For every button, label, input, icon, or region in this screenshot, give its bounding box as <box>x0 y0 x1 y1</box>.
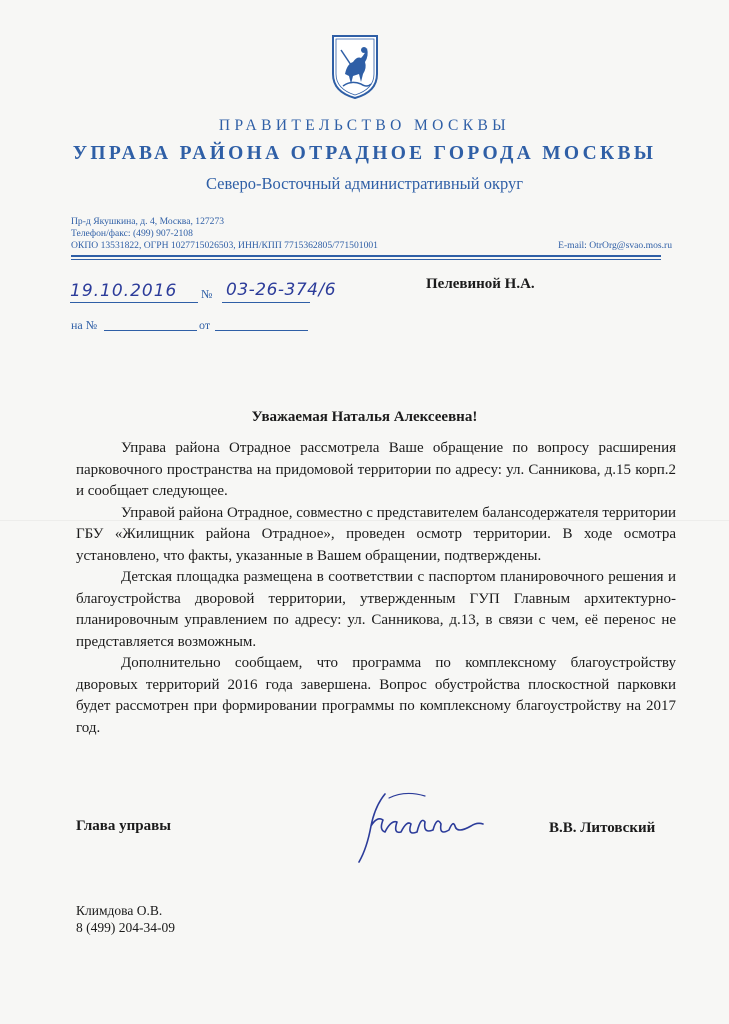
header-divider <box>71 255 661 257</box>
reply-to-date-underline <box>215 330 308 331</box>
body-paragraph: Детская площадка размещена в соответствии с паспортом планировочного решения и благоустройства дворовой территории, утвержденным ГУП Главным архитектурно-планировочным управлением по адресу: ул. Санникова, д.13, в связи с чем, её перенос не представляется возможным. <box>76 569 676 650</box>
date-underline <box>70 302 198 303</box>
registry-codes-line: ОКПО 13531822, ОГРН 1027715026503, ИНН/КПП 7715362805/771501001 <box>71 240 378 251</box>
executor-phone: 8 (499) 204-34-09 <box>76 920 175 935</box>
body-paragraph: Дополнительно сообщаем, что программа по комплексному благоустройству дворовых территорий 2016 года завершена. Вопрос обустройства плоскостной парковки будет рассмотрен при формировании программы по комплексному благоустройству на 2017 год. <box>76 655 676 736</box>
addressee: Пелевиной Н.А. <box>426 276 535 292</box>
paper-fold <box>0 520 729 521</box>
letter-body <box>76 438 676 739</box>
number-sign: № <box>201 287 213 301</box>
reply-to-number-underline <box>104 330 197 331</box>
uprava-title: УПРАВА РАЙОНА ОТРАДНОЕ ГОРОДА МОСКВЫ <box>72 143 657 164</box>
reply-to-number-label: на № <box>71 318 98 332</box>
handwritten-signature <box>345 786 495 866</box>
government-title: ПРАВИТЕЛЬСТВО МОСКВЫ <box>218 117 511 134</box>
body-paragraph: Управа района Отрадное рассмотрела Ваше обращение по вопросу расширения парковочного пространства на придомовой территории по адресу: ул. Санникова, д.15 корп.2 и сообщает следующее. <box>76 440 676 499</box>
executor-name: Климдова О.В. <box>76 903 163 918</box>
number-underline <box>222 302 310 303</box>
phone-fax-line: Телефон/факс: (499) 907-2108 <box>71 228 193 239</box>
signatory-position: Глава управы <box>76 818 171 834</box>
handwritten-reg-number: 03-26-374/6 <box>226 280 337 300</box>
moscow-coat-of-arms-icon <box>331 34 379 100</box>
okrug-subtitle: Северо-Восточный административный округ <box>205 174 524 193</box>
reply-to-date-label: от <box>199 318 211 332</box>
email-line: E-mail: OtrOrg@svao.mos.ru <box>558 240 672 251</box>
greeting: Уважаемая Наталья Алексеевна! <box>251 409 478 425</box>
header-divider-thin <box>71 259 661 260</box>
address-line: Пр-д Якушкина, д. 4, Москва, 127273 <box>71 216 225 227</box>
handwritten-date: 19.10.2016 <box>70 281 178 301</box>
body-paragraph: Управой района Отрадное, совместно с представителем балансодержателя территории ГБУ «Жилищник района Отрадное», проведен осмотр территории. В ходе осмотра установлено, что факты, указанные в Вашем обращении, подтверждены. <box>76 504 676 564</box>
signatory-name: В.В. Литовский <box>549 820 656 836</box>
